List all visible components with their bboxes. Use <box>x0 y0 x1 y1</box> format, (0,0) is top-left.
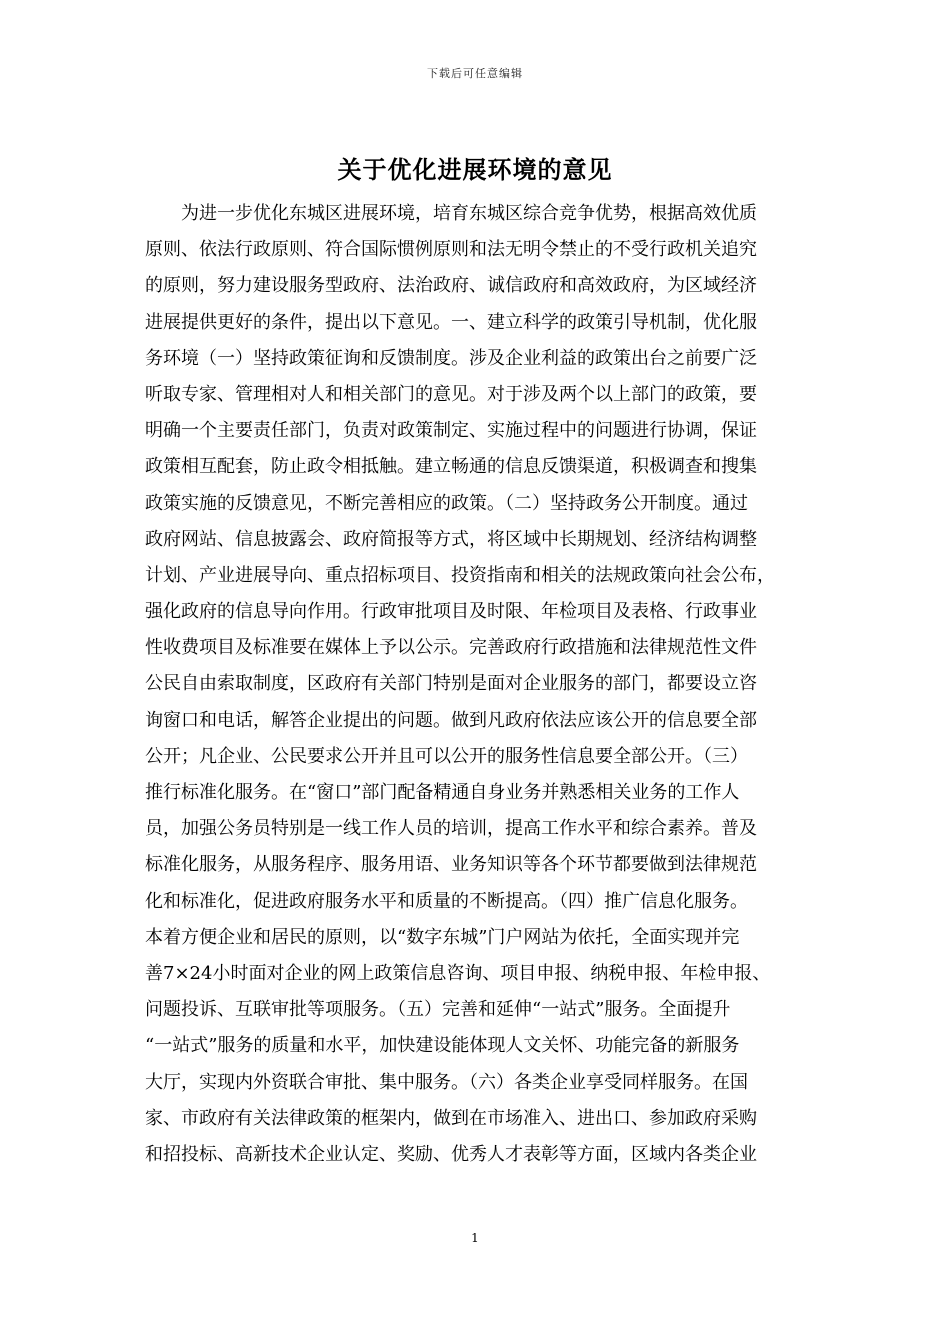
body-line: 标准化服务，从服务程序、服务用语、业务知识等各个环节都要做到法律规范 <box>145 854 757 876</box>
body-line: 性收费项目及标准要在媒体上予以公示。完善政府行政措施和法律规范性文件 <box>145 637 757 659</box>
body-line: 的原则，努力建设服务型政府、法治政府、诚信政府和高效政府，为区域经济 <box>145 275 757 297</box>
body-line: 化和标准化，促进政府服务水平和质量的不断提高。（四）推广信息化服务。 <box>145 890 748 912</box>
body-line: 家、市政府有关法律政策的框架内，做到在市场准入、进出口、参加政府采购 <box>145 1107 757 1129</box>
body-line: 善7×24小时面对企业的网上政策信息咨询、项目申报、纳税申报、年检申报、 <box>145 962 771 984</box>
body-line: 明确一个主要责任部门，负责对政策制定、实施过程中的问题进行协调，保证 <box>145 420 757 442</box>
page-number: 1 <box>471 1231 479 1245</box>
body-text <box>145 196 815 1173</box>
body-line: 推行标准化服务。在“窗口”部门配备精通自身业务并熟悉相关业务的工作人 <box>145 782 740 803</box>
body-line: 政策实施的反馈意见，不断完善相应的政策。（二）坚持政务公开制度。通过 <box>145 492 748 514</box>
body-line: 问题投诉、互联审批等项服务。（五）完善和延伸“一站式”服务。全面提升 <box>145 999 731 1021</box>
body-line: 和招投标、高新技术企业认定、奖励、优秀人才表彰等方面，区域内各类企业 <box>145 1143 757 1165</box>
body-line: 公开；凡企业、公民要求公开并且可以公开的服务性信息要全部公开。（三） <box>145 745 748 767</box>
body-line: 大厅，实现内外资联合审批、集中服务。（六）各类企业享受同样服务。在国 <box>145 1071 748 1093</box>
body-line: 公民自由索取制度，区政府有关部门特别是面对企业服务的部门，都要设立咨 <box>145 673 757 695</box>
body-line: 强化政府的信息导向作用。行政审批项目及时限、年检项目及表格、行政事业 <box>145 601 757 623</box>
header-note: 下载后可任意编辑 <box>427 67 523 80</box>
body-line: 听取专家、管理相对人和相关部门的意见。对于涉及两个以上部门的政策，要 <box>145 383 757 405</box>
body-line: 政策相互配套，防止政令相抵触。建立畅通的信息反馈渠道，积极调查和搜集 <box>145 456 757 478</box>
body-line: 进展提供更好的条件，提出以下意见。一、建立科学的政策引导机制，优化服 <box>145 311 757 333</box>
body-line: 本着方便企业和居民的原则，以“数字东城”门户网站为依托，全面实现并完 <box>145 926 740 948</box>
body-line: “一站式”服务的质量和水平，加快建设能体现人文关怀、功能完备的新服务 <box>145 1035 740 1057</box>
body-line: 询窗口和电话，解答企业提出的问题。做到凡政府依法应该公开的信息要全部 <box>145 709 757 731</box>
body-line: 务环境（一）坚持政策征询和反馈制度。涉及企业利益的政策出台之前要广泛 <box>145 347 757 369</box>
body-line: 政府网站、信息披露会、政府简报等方式，将区域中长期规划、经济结构调整 <box>145 528 757 550</box>
document-title: 关于优化进展环境的意见 <box>337 155 613 184</box>
body-line: 原则、依法行政原则、符合国际惯例原则和法无明令禁止的不受行政机关追究 <box>145 239 757 261</box>
body-line: 计划、产业进展导向、重点招标项目、投资指南和相关的法规政策向社会公布， <box>145 564 775 586</box>
body-line: 员，加强公务员特别是一线工作人员的培训，提高工作水平和综合素养。普及 <box>145 818 757 840</box>
body-line: 为进一步优化东城区进展环境，培育东城区综合竞争优势，根据高效优质 <box>181 203 757 224</box>
